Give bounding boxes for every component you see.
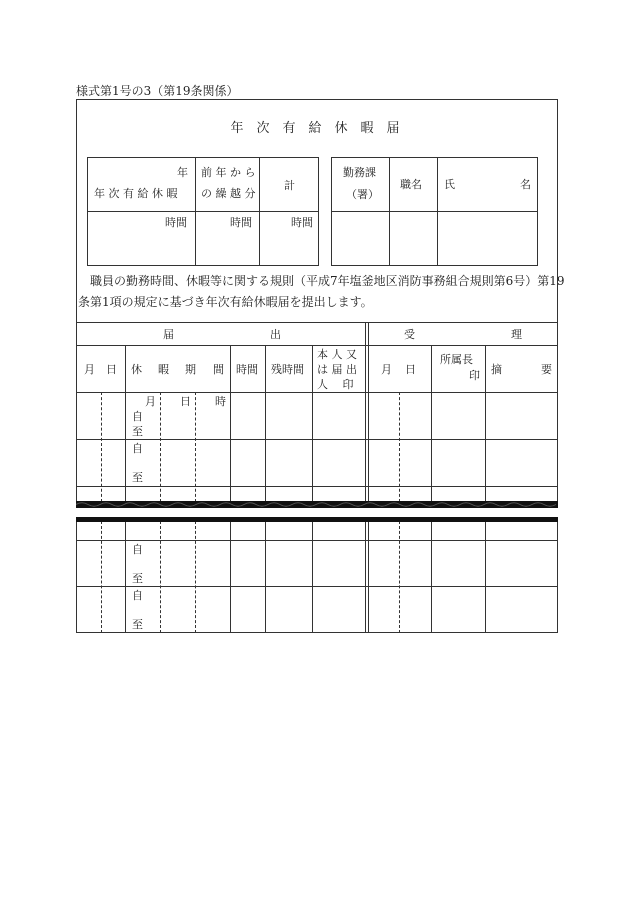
row-month-unit: 月	[145, 395, 156, 408]
col-period-2: 暇	[158, 363, 169, 376]
row-to-label: 至	[132, 618, 143, 631]
hours-unit: 時間	[291, 216, 313, 229]
section-submit: 届	[163, 328, 174, 341]
row-to-label: 至	[132, 471, 143, 484]
col-month: 月	[84, 363, 95, 376]
col-signature-2: は 届 出	[317, 363, 357, 376]
carryover-label-2: の 繰 越 分	[201, 187, 256, 200]
name-label: 氏	[444, 178, 455, 191]
col-signature-3: 人 印	[317, 378, 354, 391]
row-to-label: 至	[132, 572, 143, 585]
row-from-label: 自	[132, 543, 143, 556]
table-break-top	[76, 501, 558, 508]
table-break-bottom	[76, 517, 558, 522]
total-label: 計	[284, 179, 295, 192]
col-signature: 本 人 又	[317, 348, 357, 361]
col-day: 日	[106, 363, 117, 376]
name-label-2: 名	[520, 178, 531, 191]
statement-text-2: 条第1項の規定に基づき年次有給休暇届を提出します。	[78, 295, 373, 309]
col-chief-seal: 印	[469, 369, 480, 382]
position-label: 職名	[400, 178, 422, 191]
col-chief: 所属長	[440, 353, 473, 366]
annual-leave-label: 年 次 有 給 休 暇	[94, 187, 178, 200]
department-label: 勤務課	[343, 166, 376, 179]
year-label: 年	[177, 166, 188, 179]
col-hours: 時間	[236, 363, 258, 376]
hours-unit: 時間	[165, 216, 187, 229]
hours-unit: 時間	[230, 216, 252, 229]
form-number: 様式第1号の3（第19条関係）	[76, 84, 239, 98]
col-remaining: 残時間	[271, 363, 304, 376]
col-receive-day: 日	[405, 363, 416, 376]
col-period-4: 間	[213, 363, 224, 376]
department-sub-label: （署）	[346, 188, 379, 201]
col-note: 摘	[491, 363, 502, 376]
section-receive-2: 理	[511, 328, 522, 341]
row-from-label: 自	[132, 410, 143, 423]
row-day-unit: 日	[180, 395, 191, 408]
col-receive-month: 月	[381, 363, 392, 376]
col-period-3: 期	[185, 363, 196, 376]
row-from-label: 自	[132, 589, 143, 602]
row-hour-unit: 時	[215, 395, 226, 408]
page-title: 年 次 有 給 休 暇 届	[230, 121, 400, 136]
row-to-label: 至	[132, 425, 143, 438]
section-submit-2: 出	[270, 328, 281, 341]
statement-text: 職員の勤務時間、休暇等に関する規則（平成7年塩釜地区消防事務組合規則第6号）第19	[90, 274, 565, 288]
col-note-2: 要	[541, 363, 552, 376]
carryover-label: 前 年 か ら	[201, 166, 256, 179]
section-receive: 受	[404, 328, 415, 341]
row-from-label: 自	[132, 442, 143, 455]
col-period: 休	[131, 363, 142, 376]
